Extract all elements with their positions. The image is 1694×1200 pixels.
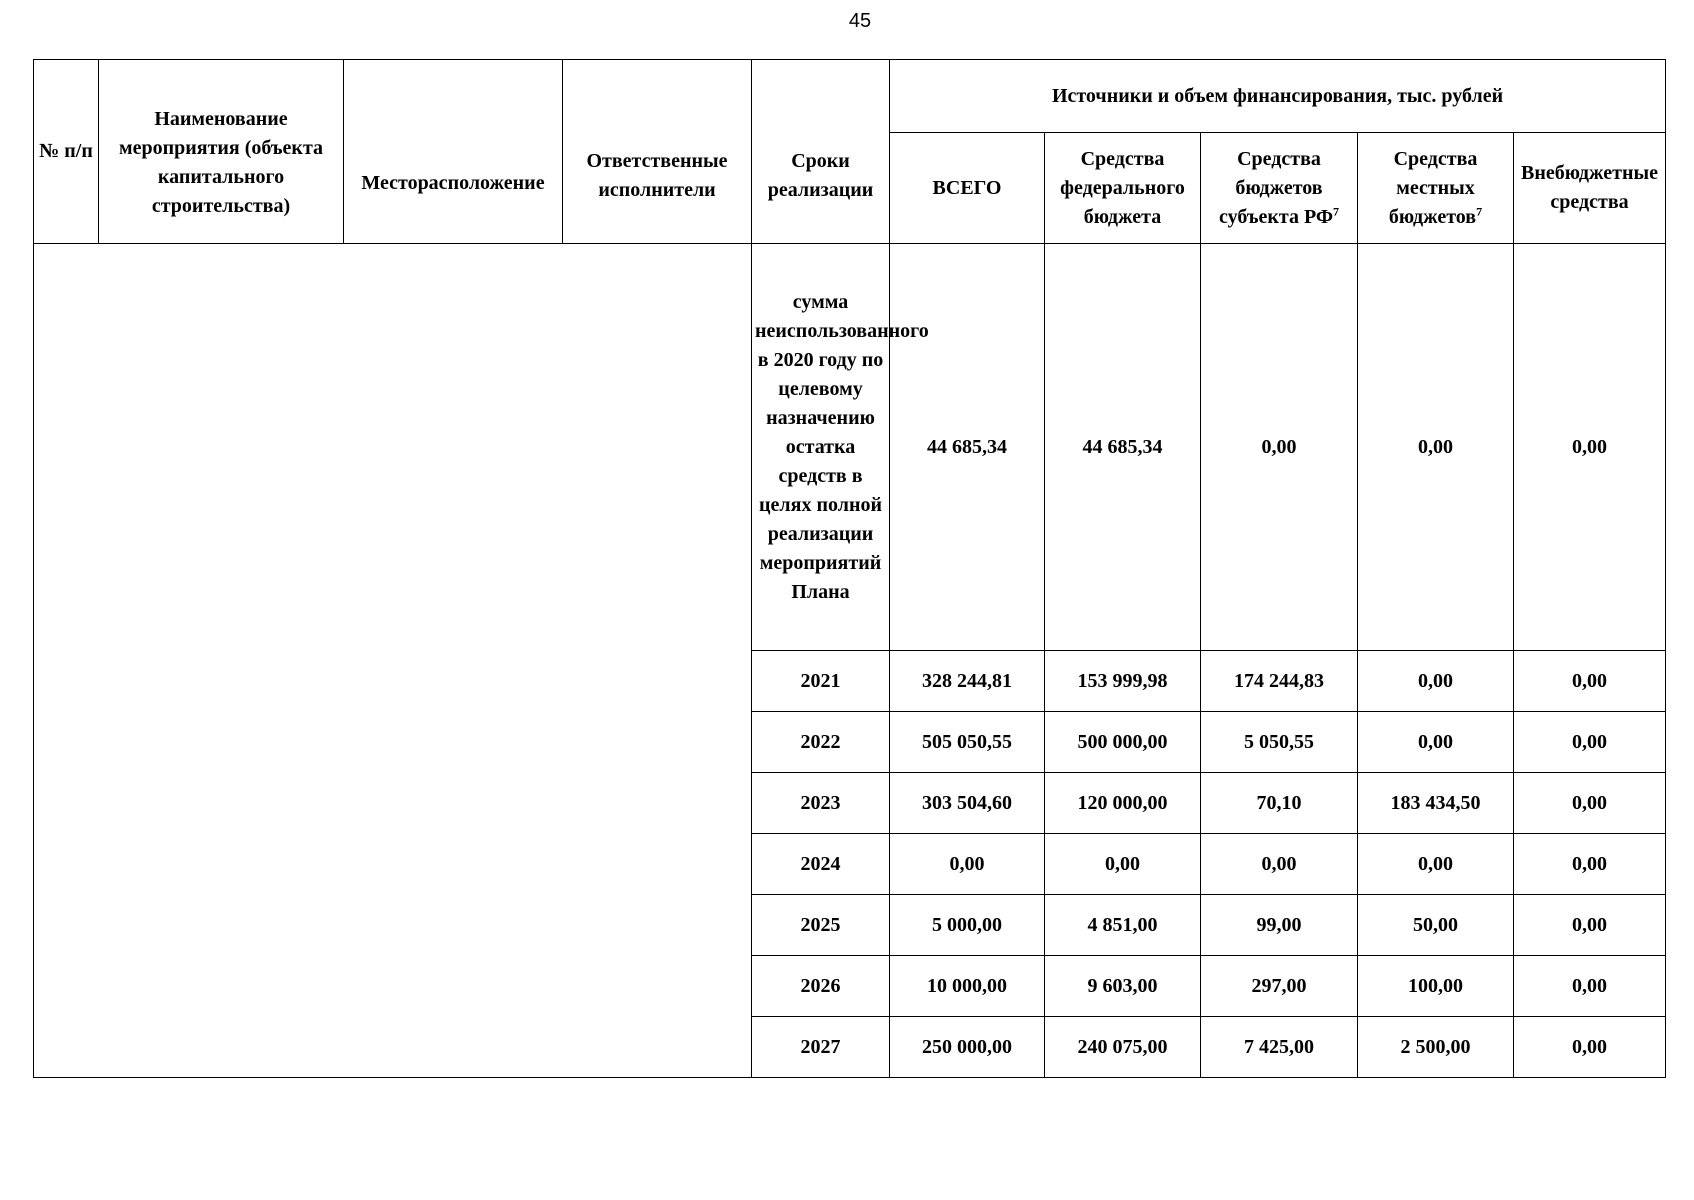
cell-federal: 4 851,00: [1045, 895, 1201, 956]
col-header-terms: Сроки реализации: [752, 60, 890, 244]
cell-regional: 0,00: [1201, 834, 1358, 895]
cell-local: 100,00: [1358, 956, 1514, 1017]
cell-extra: 0,00: [1514, 834, 1666, 895]
cell-regional: 174 244,83: [1201, 651, 1358, 712]
cell-extra: 0,00: [1514, 244, 1666, 651]
cell-regional: 99,00: [1201, 895, 1358, 956]
cell-regional: 297,00: [1201, 956, 1358, 1017]
cell-federal: 9 603,00: [1045, 956, 1201, 1017]
cell-regional: 7 425,00: [1201, 1017, 1358, 1078]
period-cell: 2024: [752, 834, 890, 895]
col-header-location: Месторасположение: [344, 60, 563, 244]
cell-local: 50,00: [1358, 895, 1514, 956]
footnote-ref-regional: 7: [1333, 203, 1340, 218]
period-cell: 2022: [752, 712, 890, 773]
period-cell: 2023: [752, 773, 890, 834]
cell-federal: 0,00: [1045, 834, 1201, 895]
footnote-ref-local: 7: [1476, 203, 1483, 218]
cell-local: 0,00: [1358, 244, 1514, 651]
cell-regional: 0,00: [1201, 244, 1358, 651]
header-row-top: [34, 60, 1666, 133]
col-header-local: [1358, 133, 1514, 244]
period-cell: сумма неиспользованного в 2020 году по целевому назначению остатка средств в целях полной реализации мероприятий Плана: [752, 244, 890, 651]
table-row: [34, 244, 1666, 651]
cell-federal: 500 000,00: [1045, 712, 1201, 773]
cell-total: 44 685,34: [890, 244, 1045, 651]
period-cell: 2021: [752, 651, 890, 712]
col-header-extra: Внебюджетные средства: [1514, 133, 1666, 244]
col-header-num: № п/п: [34, 60, 99, 244]
cell-federal: 153 999,98: [1045, 651, 1201, 712]
cell-local: 0,00: [1358, 834, 1514, 895]
financing-table: [33, 59, 1666, 1078]
col-header-total: ВСЕГО: [890, 133, 1045, 244]
cell-total: 250 000,00: [890, 1017, 1045, 1078]
cell-extra: 0,00: [1514, 651, 1666, 712]
period-cell: 2025: [752, 895, 890, 956]
cell-total: 303 504,60: [890, 773, 1045, 834]
merged-blank-cell: [34, 244, 752, 1078]
cell-federal: 120 000,00: [1045, 773, 1201, 834]
page-number: 45: [848, 10, 872, 32]
cell-local: 0,00: [1358, 712, 1514, 773]
col-header-name: Наименование мероприятия (объекта капитального строительства): [99, 60, 344, 244]
col-header-regional: [1201, 133, 1358, 244]
period-cell: 2027: [752, 1017, 890, 1078]
col-header-executors: Ответственные исполнители: [563, 60, 752, 244]
cell-extra: 0,00: [1514, 773, 1666, 834]
cell-regional: 70,10: [1201, 773, 1358, 834]
col-header-regional-label: Средства бюджетов субъекта РФ: [1218, 147, 1334, 228]
cell-total: 505 050,55: [890, 712, 1045, 773]
col-header-local-label: Средства местных бюджетов: [1388, 147, 1478, 228]
cell-total: 5 000,00: [890, 895, 1045, 956]
cell-local: 183 434,50: [1358, 773, 1514, 834]
cell-local: 2 500,00: [1358, 1017, 1514, 1078]
cell-federal: 44 685,34: [1045, 244, 1201, 651]
cell-regional: 5 050,55: [1201, 712, 1358, 773]
period-cell: 2026: [752, 956, 890, 1017]
cell-extra: 0,00: [1514, 956, 1666, 1017]
cell-extra: 0,00: [1514, 712, 1666, 773]
cell-total: 10 000,00: [890, 956, 1045, 1017]
cell-extra: 0,00: [1514, 895, 1666, 956]
cell-extra: 0,00: [1514, 1017, 1666, 1078]
cell-total: 328 244,81: [890, 651, 1045, 712]
cell-local: 0,00: [1358, 651, 1514, 712]
col-header-funding-group: Источники и объем финансирования, тыс. рублей: [890, 60, 1666, 133]
col-header-federal: Средства федерального бюджета: [1045, 133, 1201, 244]
cell-federal: 240 075,00: [1045, 1017, 1201, 1078]
cell-total: 0,00: [890, 834, 1045, 895]
